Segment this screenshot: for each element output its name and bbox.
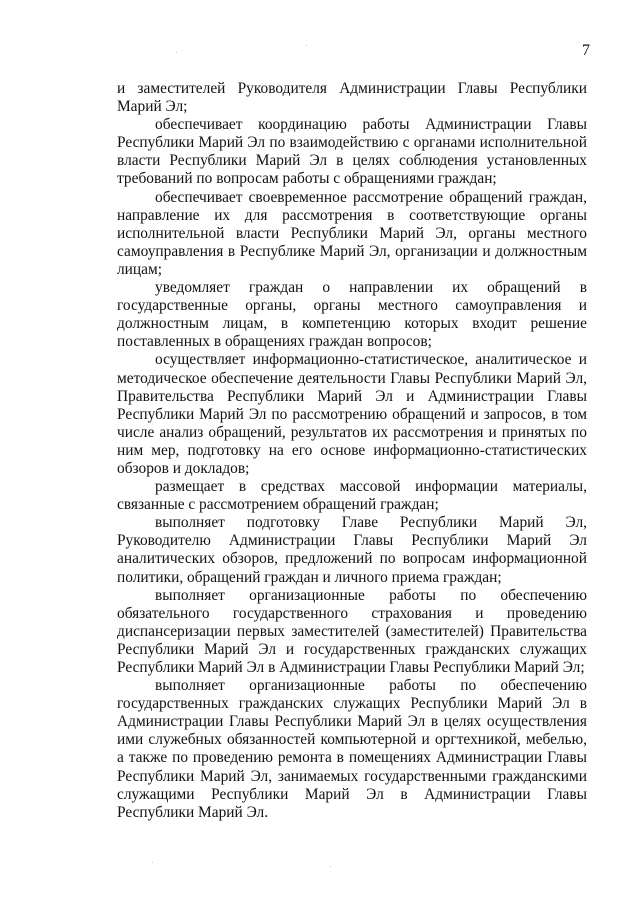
paragraph-equipment: выполняет организационные работы по обеспечению государственных гражданских служащих Республики Марий Эл в Администрации Главы Республики Марий Эл в целях осуществления ими служебных обязанностей компьютерной и оргтехникой, мебелью, а также по проведению ремонта в помещениях Администрации Главы Республики Марий Эл, занимаемых государственными гражданскими служащими Республики Марий Эл в Администрации Главы Республики Марий Эл. xyxy=(117,677,587,821)
document-body xyxy=(117,80,587,822)
paragraph-review-of-appeals: обеспечивает своевременное рассмотрение обращений граждан, направление их для рассмотрения в соответствующие органы исполнительной власти Республики Марий Эл, органы местного самоуправления в Республике Марий Эл, организации и должностным лицам; xyxy=(117,188,587,278)
paragraph-notification: уведомляет граждан о направлении их обращений в государственные органы, органы местного самоуправления и должностным лицам, в компетенцию которых входит решение поставленных в обращениях граждан вопросов; xyxy=(117,279,587,351)
scan-speck xyxy=(152,862,153,863)
paragraph-insurance: выполняет организационные работы по обеспечению обязательного государственного страхования и проведению диспансеризации первых заместителей (заместителей) Правительства Республики Марий Эл и государственных гражданских служащих Республики Марий Эл в Администрации Главы Республики Марий Эл; xyxy=(117,586,587,676)
scan-speck xyxy=(306,45,307,46)
paragraph-coordination: обеспечивает координацию работы Администрации Главы Республики Марий Эл по взаимодействию с органами исполнительной власти Республики Марий Эл в целях соблюдения установленных требований по вопросам работы с обращениями граждан; xyxy=(117,116,587,188)
paragraph-continuation: и заместителей Руководителя Администрации Главы Республики Марий Эл; xyxy=(117,80,587,116)
scan-speck xyxy=(176,52,177,53)
paragraph-media: размещает в средствах массовой информации материалы, связанные с рассмотрением обращений граждан; xyxy=(117,478,587,514)
scan-speck xyxy=(330,866,331,867)
paragraph-analytics: осуществляет информационно-статистическое, аналитическое и методическое обеспечение деятельности Главы Республики Марий Эл, Правительства Республики Марий Эл и Администрации Главы Республики Марий Эл по рассмотрению обращений и запросов, в том числе анализ обращений, результатов их рассмотрения и принятых по ним мер, подготовку на его основе информационно-статистических обзоров и докладов; xyxy=(117,351,587,477)
page-number: 7 xyxy=(582,42,590,59)
paragraph-reviews: выполняет подготовку Главе Республики Марий Эл, Руководителю Администрации Главы Республики Марий Эл аналитических обзоров, предложений по вопросам информационной политики, обращений граждан и личного приема граждан; xyxy=(117,514,587,586)
